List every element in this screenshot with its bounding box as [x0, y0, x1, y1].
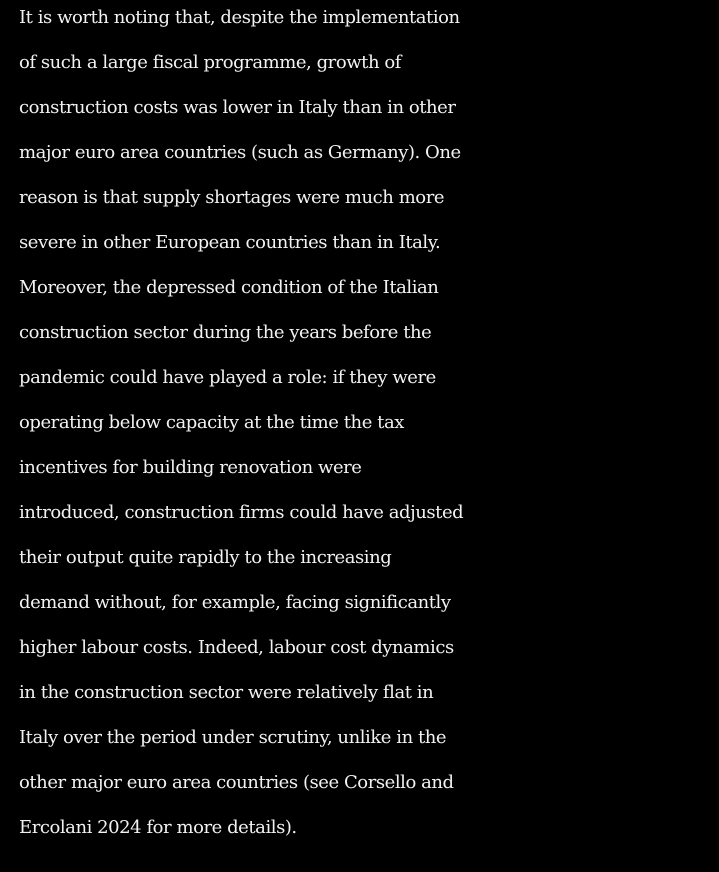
paragraph-line: in the construction sector were relatively flat in: [19, 682, 434, 703]
paragraph-line: introduced, construction firms could have adjusted: [19, 502, 464, 523]
paragraph-line: Moreover, the depressed condition of the Italian: [19, 277, 439, 298]
paragraph-line: incentives for building renovation were: [19, 457, 362, 478]
paragraph-line: operating below capacity at the time the tax: [19, 412, 404, 433]
paragraph-line: major euro area countries (such as Germany). One: [19, 142, 461, 163]
paragraph-line: reason is that supply shortages were much more: [19, 187, 445, 208]
paragraph-line: Italy over the period under scrutiny, unlike in the: [19, 727, 447, 748]
paragraph-line: demand without, for example, facing significantly: [19, 592, 451, 613]
paragraph-line: It is worth noting that, despite the implementation: [19, 7, 460, 28]
paragraph-line: Ercolani 2024 for more details).: [19, 817, 297, 838]
body-paragraph: [19, 0, 719, 855]
paragraph-line: other major euro area countries (see Corsello and: [19, 772, 454, 793]
paragraph-line: severe in other European countries than in Italy.: [19, 232, 441, 253]
paragraph-line: of such a large fiscal programme, growth of: [19, 52, 401, 73]
paragraph-line: higher labour costs. Indeed, labour cost dynamics: [19, 637, 454, 658]
paragraph-line: construction sector during the years before the: [19, 322, 432, 343]
paragraph-line: their output quite rapidly to the increasing: [19, 547, 392, 568]
paragraph-line: construction costs was lower in Italy than in other: [19, 97, 456, 118]
paragraph-line: pandemic could have played a role: if they were: [19, 367, 436, 388]
